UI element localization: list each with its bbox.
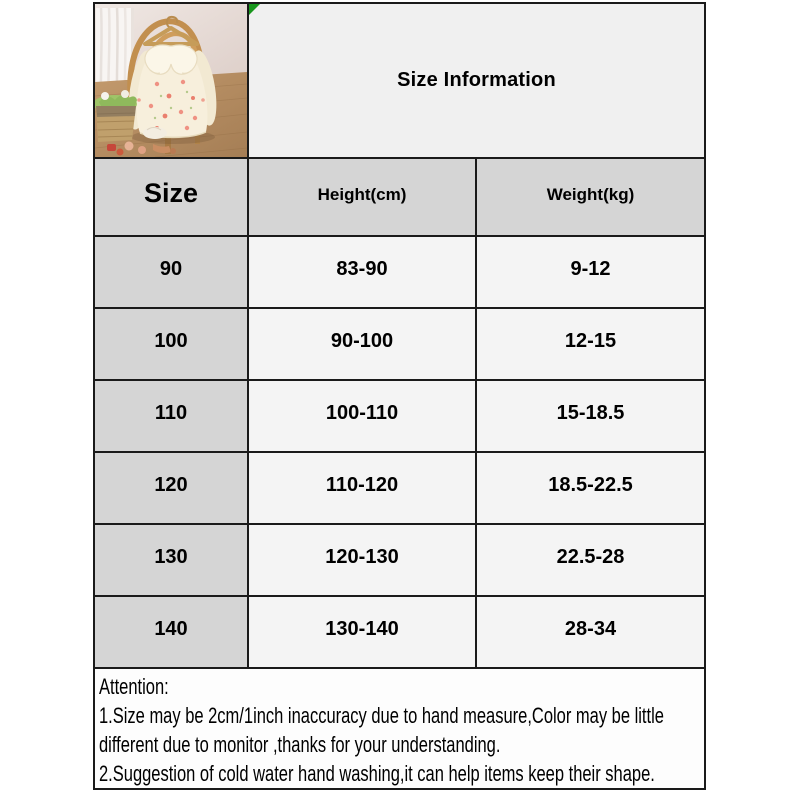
- size-cell: 140: [95, 597, 247, 667]
- weight-cell: 12-15: [477, 309, 704, 379]
- height-cell: 130-140: [249, 597, 475, 667]
- green-corner-marker: [249, 4, 260, 15]
- attention-line: 1.Size may be 2cm/1inch inaccuracy due to hand measure,Color may be little: [99, 703, 664, 728]
- attention-note: [95, 669, 704, 788]
- height-cell: 100-110: [249, 381, 475, 451]
- column-header-weight: Weight(kg): [477, 159, 704, 235]
- banner-cell: [249, 4, 704, 157]
- size-cell: 90: [95, 237, 247, 307]
- height-cell: 110-120: [249, 453, 475, 523]
- attention-line: 2.Suggestion of cold water hand washing,it can help items keep their shape.: [99, 761, 655, 786]
- column-header-height: Height(cm): [249, 159, 475, 235]
- attention-heading: Attention:: [99, 674, 169, 699]
- product-photo-cell: [95, 4, 247, 157]
- size-cell: 110: [95, 381, 247, 451]
- size-sheet: [93, 2, 706, 790]
- weight-cell: 28-34: [477, 597, 704, 667]
- size-cell: 120: [95, 453, 247, 523]
- weight-cell: 18.5-22.5: [477, 453, 704, 523]
- wicker-basket: [95, 90, 137, 142]
- size-cell: 100: [95, 309, 247, 379]
- product-photo: [95, 4, 247, 157]
- weight-cell: 22.5-28: [477, 525, 704, 595]
- height-cell: 83-90: [249, 237, 475, 307]
- column-header-size: Size: [95, 159, 247, 235]
- height-cell: 120-130: [249, 525, 475, 595]
- weight-cell: 15-18.5: [477, 381, 704, 451]
- weight-cell: 9-12: [477, 237, 704, 307]
- height-cell: 90-100: [249, 309, 475, 379]
- attention-line: different due to monitor ,thanks for your understanding.: [99, 732, 501, 757]
- size-cell: 130: [95, 525, 247, 595]
- page-title: Size Information: [397, 69, 556, 91]
